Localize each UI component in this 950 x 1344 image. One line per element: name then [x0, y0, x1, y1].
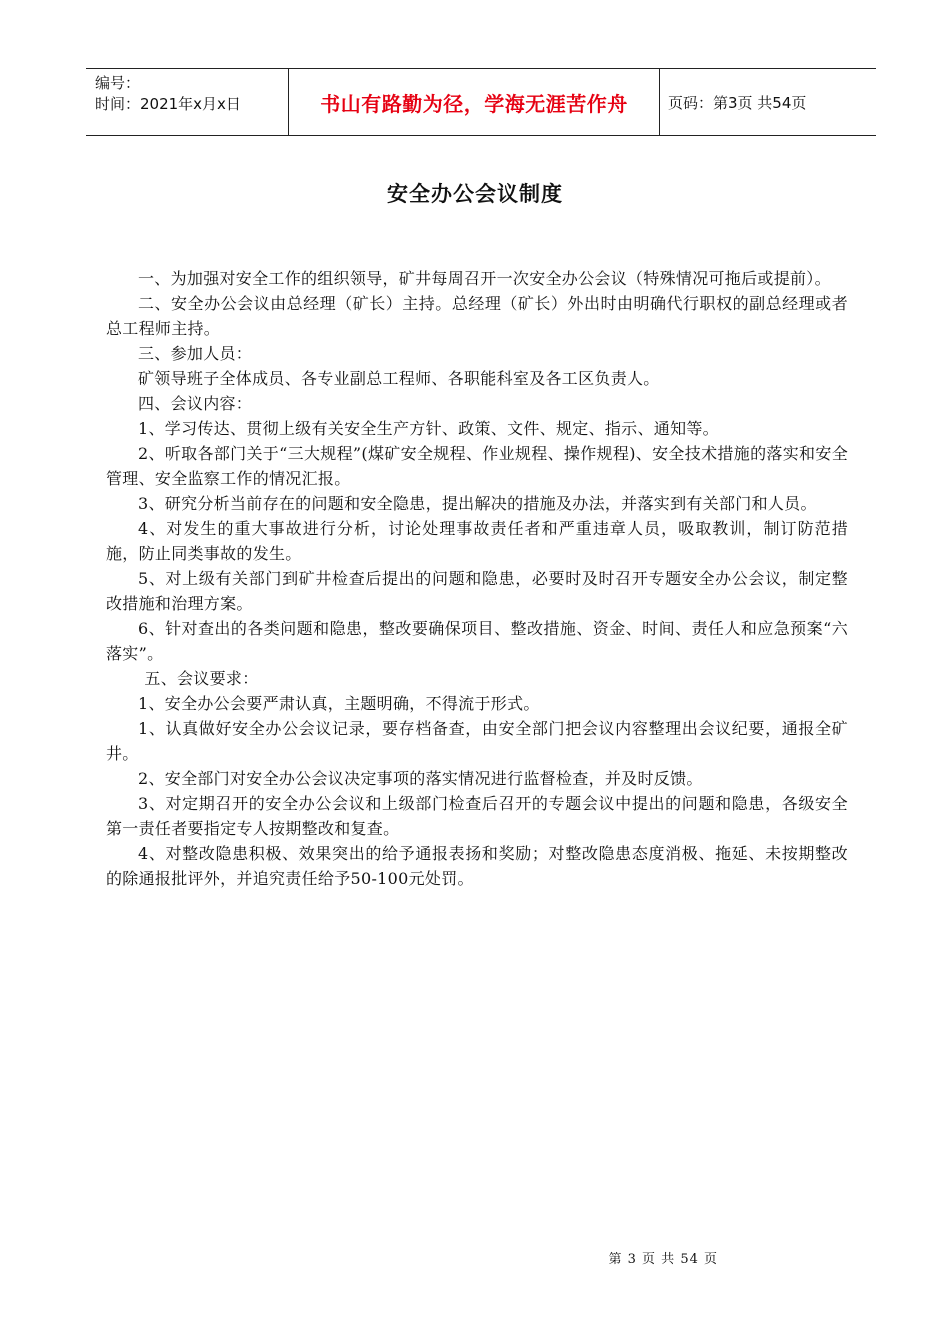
- paragraph: 1、认真做好安全办公会议记录，要存档备查，由安全部门把会议内容整理出会议纪要，通报全矿井。: [106, 719, 848, 763]
- paragraph: 二、安全办公会议由总经理（矿长）主持。总经理（矿长）外出时由明确代行职权的副总经理或者总工程师主持。: [106, 294, 848, 338]
- paragraph: 6、针对查出的各类问题和隐患，整改要确保项目、整改措施、资金、时间、责任人和应急预案“六落实”。: [106, 619, 848, 663]
- paragraph: 1、安全办公会要严肃认真，主题明确，不得流于形式。: [138, 694, 540, 713]
- paragraph: 一、为加强对安全工作的组织领导，矿井每周召开一次安全办公会议（特殊情况可拖后或提前）。: [138, 269, 831, 288]
- paragraph: 4、对发生的重大事故进行分析，讨论处理事故责任者和严重违章人员，吸取教训，制订防范措施，防止同类事故的发生。: [106, 519, 848, 563]
- paragraph: 3、研究分析当前存在的问题和安全隐患，提出解决的措施及办法，并落实到有关部门和人员。: [138, 494, 817, 513]
- header-info-cell: [86, 69, 288, 135]
- motto: 书山有路勤为径，学海无涯苦作舟: [288, 69, 660, 135]
- time-label: 时间：2021年x月x日: [95, 95, 241, 113]
- paragraph: 4、对整改隐患积极、效果突出的给予通报表扬和奖励；对整改隐患态度消极、拖延、未按期整改的除通报批评外，并追究责任给予50-100元处罚。: [106, 844, 848, 888]
- document-title: 安全办公会议制度: [387, 182, 563, 206]
- page-label: 页码：第3页 共54页: [668, 93, 807, 112]
- header-table: [86, 68, 876, 136]
- paragraph: 三、参加人员：: [138, 344, 253, 363]
- paragraph: 3、对定期召开的安全办公会议和上级部门检查后召开的专题会议中提出的问题和隐患，各级安全第一责任者要指定专人按期整改和复查。: [106, 794, 848, 838]
- paragraph: 2、听取各部门关于“三大规程”(煤矿安全规程、作业规程、操作规程)、安全技术措施的落实和安全管理、安全监察工作的情况汇报。: [106, 444, 848, 488]
- paragraph: 四、会议内容：: [138, 394, 253, 413]
- paragraph: 矿领导班子全体成员、各专业副总工程师、各职能科室及各工区负责人。: [138, 369, 660, 388]
- number-label: 编号：: [95, 74, 141, 92]
- document-body: [106, 266, 848, 891]
- paragraph: 5、对上级有关部门到矿井检查后提出的问题和隐患，必要时及时召开专题安全办公会议，制定整改措施和治理方案。: [106, 569, 848, 613]
- paragraph: 五、会议要求：: [144, 669, 259, 688]
- paragraph: 1、学习传达、贯彻上级有关安全生产方针、政策、文件、规定、指示、通知等。: [138, 419, 719, 438]
- paragraph: 2、安全部门对安全办公会议决定事项的落实情况进行监督检查，并及时反馈。: [138, 769, 703, 788]
- page-footer: 第 3 页 共 54 页: [608, 1252, 718, 1267]
